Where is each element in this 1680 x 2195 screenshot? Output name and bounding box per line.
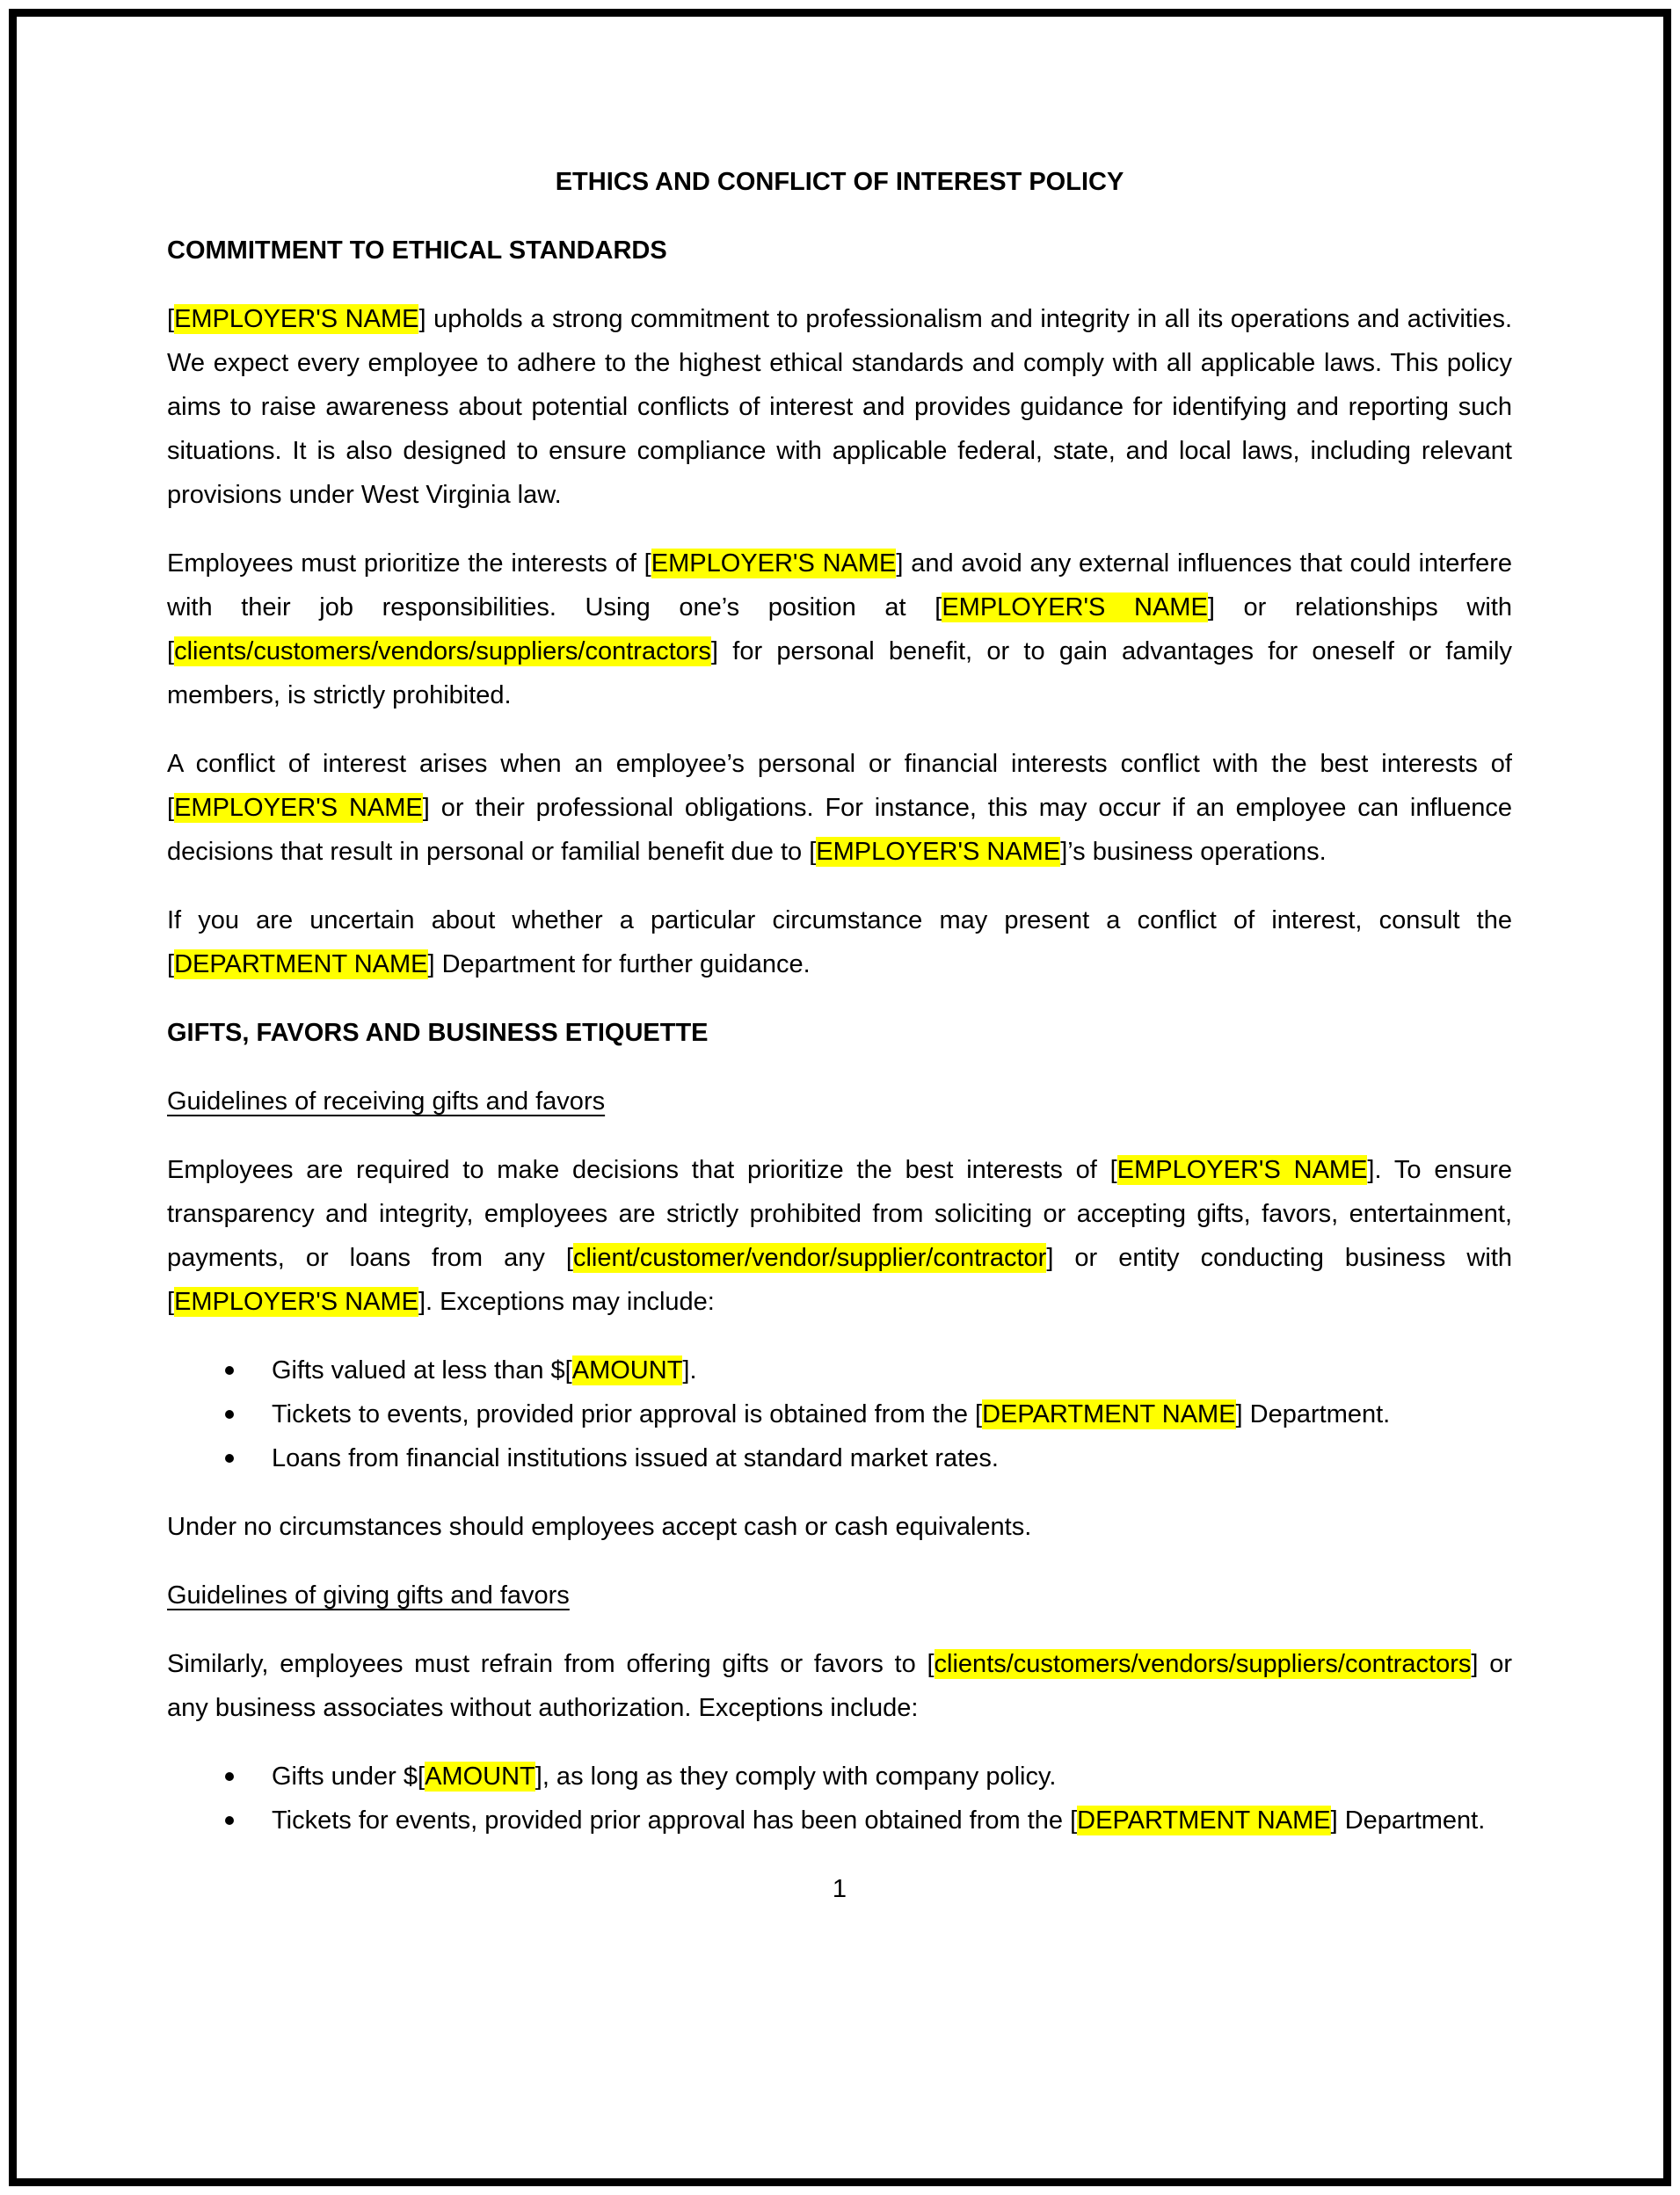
bullet-item	[272, 1799, 1512, 1842]
text-segment: ], as long as they comply with company policy.	[535, 1763, 1057, 1791]
text-segment: ] Department.	[1330, 1806, 1486, 1835]
text-segment: ] upholds a strong commitment to professionalism and integrity in all its operations and activities. We expect every employee to adhere to the highest ethical standards and comply with all applicable laws. This policy aims to raise awareness about potential conflicts of interest and provides guidance for identifying and reporting such situations. It is also designed to ensure compliance with applicable federal, state, and local laws, including relevant provisions under West Virginia law.	[167, 305, 1512, 509]
text-segment: [	[167, 305, 175, 333]
paragraph-receiving-rules	[167, 1148, 1512, 1324]
text-segment: ] Department for further guidance.	[427, 950, 811, 978]
highlighted-placeholder: clients/customers/vendors/suppliers/contractors	[174, 637, 711, 665]
bullet-list-giving-exceptions	[167, 1755, 1512, 1842]
text-segment: ]. Exceptions may include:	[418, 1288, 715, 1316]
text-segment: Employees are required to make decisions that prioritize the best interests of [	[167, 1156, 1117, 1184]
highlighted-placeholder: AMOUNT	[571, 1356, 683, 1385]
highlighted-placeholder: EMPLOYER'S NAME	[816, 838, 1061, 866]
highlighted-placeholder: DEPARTMENT NAME	[174, 950, 428, 978]
text-segment: ].	[682, 1356, 697, 1385]
paragraph-prioritize-interests	[167, 541, 1512, 717]
paragraph-giving-rules	[167, 1642, 1512, 1730]
highlighted-placeholder: EMPLOYER'S NAME	[174, 1288, 418, 1316]
bullet-item	[272, 1755, 1512, 1799]
text-segment: Employees must prioritize the interests of [	[167, 549, 651, 578]
text-segment: ] Department.	[1235, 1400, 1391, 1428]
text-segment: Similarly, employees must refrain from offering gifts or favors to [	[167, 1650, 935, 1678]
subheading-receiving-gifts: Guidelines of receiving gifts and favors	[167, 1087, 606, 1116]
document-title: ETHICS AND CONFLICT OF INTEREST POLICY	[555, 168, 1124, 196]
page-number: 1	[832, 1875, 847, 1903]
text-segment: ] or any business associates without authorization. Exceptions include:	[167, 1650, 1512, 1722]
paragraph-conflict-definition	[167, 742, 1512, 874]
text-segment: Tickets for events, provided prior approval has been obtained from the [	[272, 1806, 1078, 1835]
bullet-item	[272, 1392, 1512, 1436]
text-segment: ]’s business operations.	[1060, 838, 1327, 866]
bullet-item	[272, 1348, 1512, 1392]
text-segment: If you are uncertain about whether a particular circumstance may present a conflict of interest, consult the [	[167, 906, 1512, 978]
highlighted-placeholder: EMPLOYER'S NAME	[174, 305, 419, 333]
bullet-list-receiving-exceptions	[167, 1348, 1512, 1480]
bullet-item	[272, 1436, 1512, 1480]
highlighted-placeholder: EMPLOYER'S NAME	[174, 794, 423, 822]
text-segment: Tickets to events, provided prior approval is obtained from the [	[272, 1400, 983, 1428]
text-segment: ] or relationships with [	[167, 593, 1513, 665]
highlighted-placeholder: client/customer/vendor/supplier/contractor	[572, 1244, 1047, 1272]
text-segment: ] or their professional obligations. For instance, this may occur if an employee can influence decisions that result in personal or familial benefit due to [	[167, 794, 1512, 866]
paragraph-uncertain-consult	[167, 898, 1512, 986]
subheading-giving-gifts: Guidelines of giving gifts and favors	[167, 1581, 570, 1610]
highlighted-placeholder: EMPLOYER'S NAME	[1116, 1156, 1368, 1184]
text-segment: Gifts valued at less than $[	[272, 1356, 572, 1385]
text-segment: ] and avoid any external influences that could interfere with their job responsibilities. Using one’s position at [	[167, 549, 1512, 621]
text-segment: ]. To ensure transparency and integrity, employees are strictly prohibited from soliciting or accepting gifts, favors, entertainment, payments, or loans from any [	[167, 1156, 1512, 1272]
text-segment: Gifts under $[	[272, 1763, 425, 1791]
paragraph-no-cash	[167, 1505, 1512, 1549]
document-body	[167, 0, 1512, 1936]
text-segment: ] or entity conducting business with [	[167, 1244, 1512, 1316]
paragraph-commitment-intro	[167, 297, 1512, 517]
highlighted-placeholder: AMOUNT	[425, 1763, 535, 1791]
highlighted-placeholder: EMPLOYER'S NAME	[942, 593, 1208, 621]
highlighted-placeholder: DEPARTMENT NAME	[1077, 1806, 1331, 1835]
text-segment: Loans from financial institutions issued at standard market rates.	[272, 1444, 999, 1472]
highlighted-placeholder: EMPLOYER'S NAME	[651, 549, 897, 578]
text-segment: ] for personal benefit, or to gain advantages for oneself or family members, is strictly prohibited.	[167, 637, 1512, 709]
highlighted-placeholder: clients/customers/vendors/suppliers/contractors	[934, 1650, 1472, 1678]
text-segment: A conflict of interest arises when an employee’s personal or financial interests conflict with the best interests of [	[167, 750, 1512, 822]
highlighted-placeholder: DEPARTMENT NAME	[982, 1400, 1236, 1428]
section-heading-gifts: GIFTS, FAVORS AND BUSINESS ETIQUETTE	[167, 1019, 709, 1047]
section-heading-commitment: COMMITMENT TO ETHICAL STANDARDS	[167, 236, 667, 265]
text-segment: Under no circumstances should employees accept cash or cash equivalents.	[167, 1513, 1032, 1541]
